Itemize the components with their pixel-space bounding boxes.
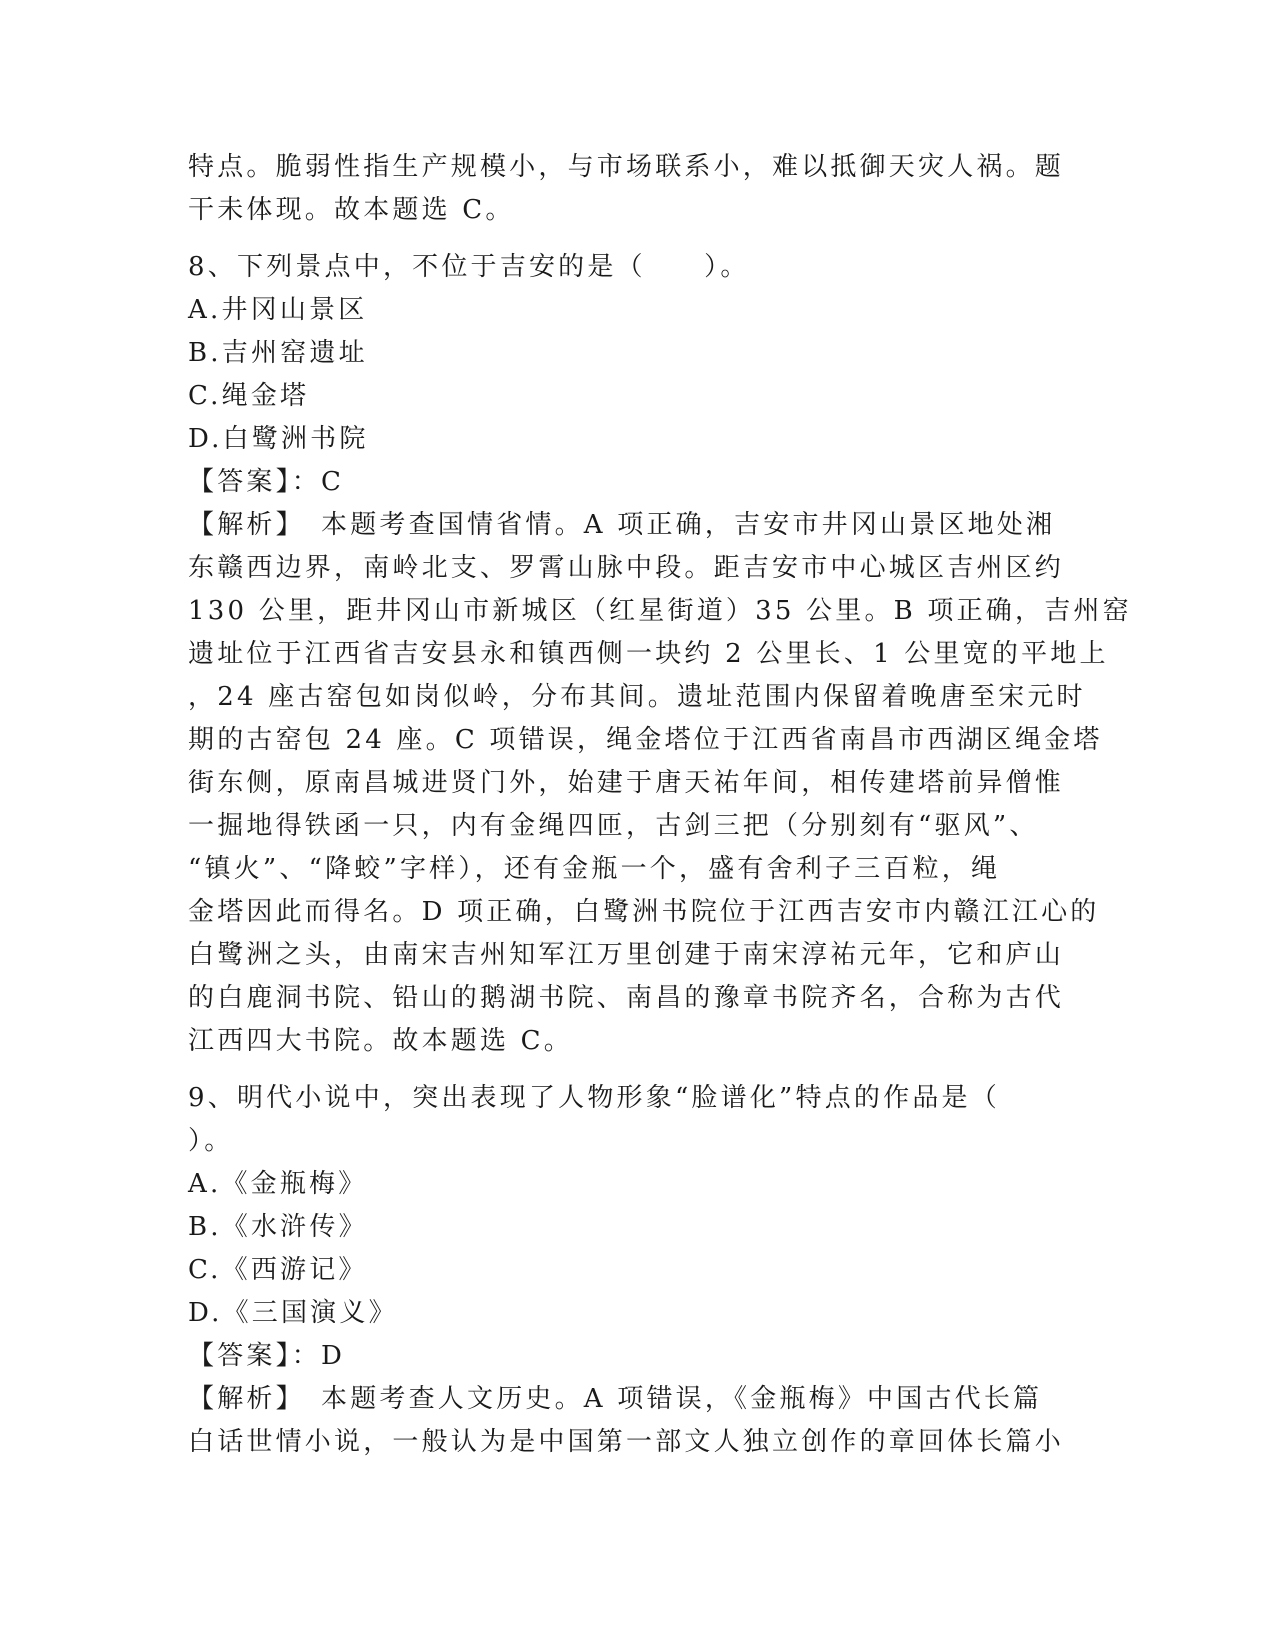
option-a: A.井冈山景区 — [188, 295, 368, 325]
question-text: 9、明代小说中，突出表现了人物形象“脸谱化”特点的作品是（ — [188, 1083, 1000, 1113]
option-b: B.吉州窑遗址 — [188, 338, 368, 368]
previous-analysis-tail — [188, 146, 1088, 232]
analysis-block — [188, 1378, 1088, 1464]
analysis-line: 金塔因此而得名。D 项正确，白鹭洲书院位于江西吉安市内赣江江心的 — [188, 897, 1100, 927]
analysis-line: “镇火”、“降蛟”字样），还有金瓶一个，盛有舍利子三百粒，绳 — [188, 854, 1001, 884]
text-line: 干未体现。故本题选 C。 — [188, 195, 515, 225]
analysis-line: 的白鹿洞书院、铅山的鹅湖书院、南昌的豫章书院齐名，合称为古代 — [188, 983, 1065, 1013]
analysis-line: 130 公里，距井冈山市新城区（红星街道）35 公里。B 项正确，吉州窑 — [188, 596, 1132, 626]
analysis-line: 期的古窑包 24 座。C 项错误，绳金塔位于江西省南昌市西湖区绳金塔 — [188, 725, 1103, 755]
option-c: C.绳金塔 — [188, 381, 310, 411]
option-d: D.《三国演义》 — [188, 1298, 398, 1328]
question-9 — [188, 1077, 1088, 1464]
analysis-line: 白鹭洲之头，由南宋吉州知军江万里创建于南宋淳祐元年，它和庐山 — [188, 940, 1065, 970]
question-text: 8、下列景点中，不位于吉安的是（ ）。 — [188, 252, 750, 282]
analysis-line: 白话世情小说，一般认为是中国第一部文人独立创作的章回体长篇小 — [188, 1427, 1065, 1457]
analysis-block — [188, 504, 1132, 1063]
document-page — [188, 146, 1132, 1464]
option-b: B.《水浒传》 — [188, 1212, 368, 1242]
analysis-line: 东赣西边界，南岭北支、罗霄山脉中段。距吉安市中心城区吉州区约 — [188, 553, 1065, 583]
option-a: A.《金瓶梅》 — [188, 1169, 368, 1199]
analysis-line: 一掘地得铁函一只，内有金绳四匝，古剑三把（分别刻有“驱风”、 — [188, 811, 1039, 841]
option-d: D.白鹭洲书院 — [188, 424, 369, 454]
analysis-line: 街东侧，原南昌城进贤门外，始建于唐天祐年间，相传建塔前异僧惟 — [188, 768, 1065, 798]
answer-line: 【答案】：D — [188, 1341, 346, 1371]
option-c: C.《西游记》 — [188, 1255, 368, 1285]
analysis-line: ，24 座古窑包如岗似岭，分布其间。遗址范围内保留着晚唐至宋元时 — [188, 682, 1086, 712]
question-8 — [188, 246, 1132, 1063]
question-text: ）。 — [188, 1126, 234, 1156]
analysis-line: 【解析】 本题考查国情省情。A 项正确，吉安市井冈山景区地处湘 — [188, 510, 1056, 540]
answer-line: 【答案】：C — [188, 467, 345, 497]
analysis-line: 【解析】 本题考查人文历史。A 项错误，《金瓶梅》中国古代长篇 — [188, 1384, 1043, 1414]
analysis-line: 遗址位于江西省吉安县永和镇西侧一块约 2 公里长、1 公里宽的平地上 — [188, 639, 1109, 669]
text-line: 特点。脆弱性指生产规模小，与市场联系小，难以抵御天灾人祸。题 — [188, 152, 1065, 182]
analysis-line: 江西四大书院。故本题选 C。 — [188, 1026, 573, 1056]
